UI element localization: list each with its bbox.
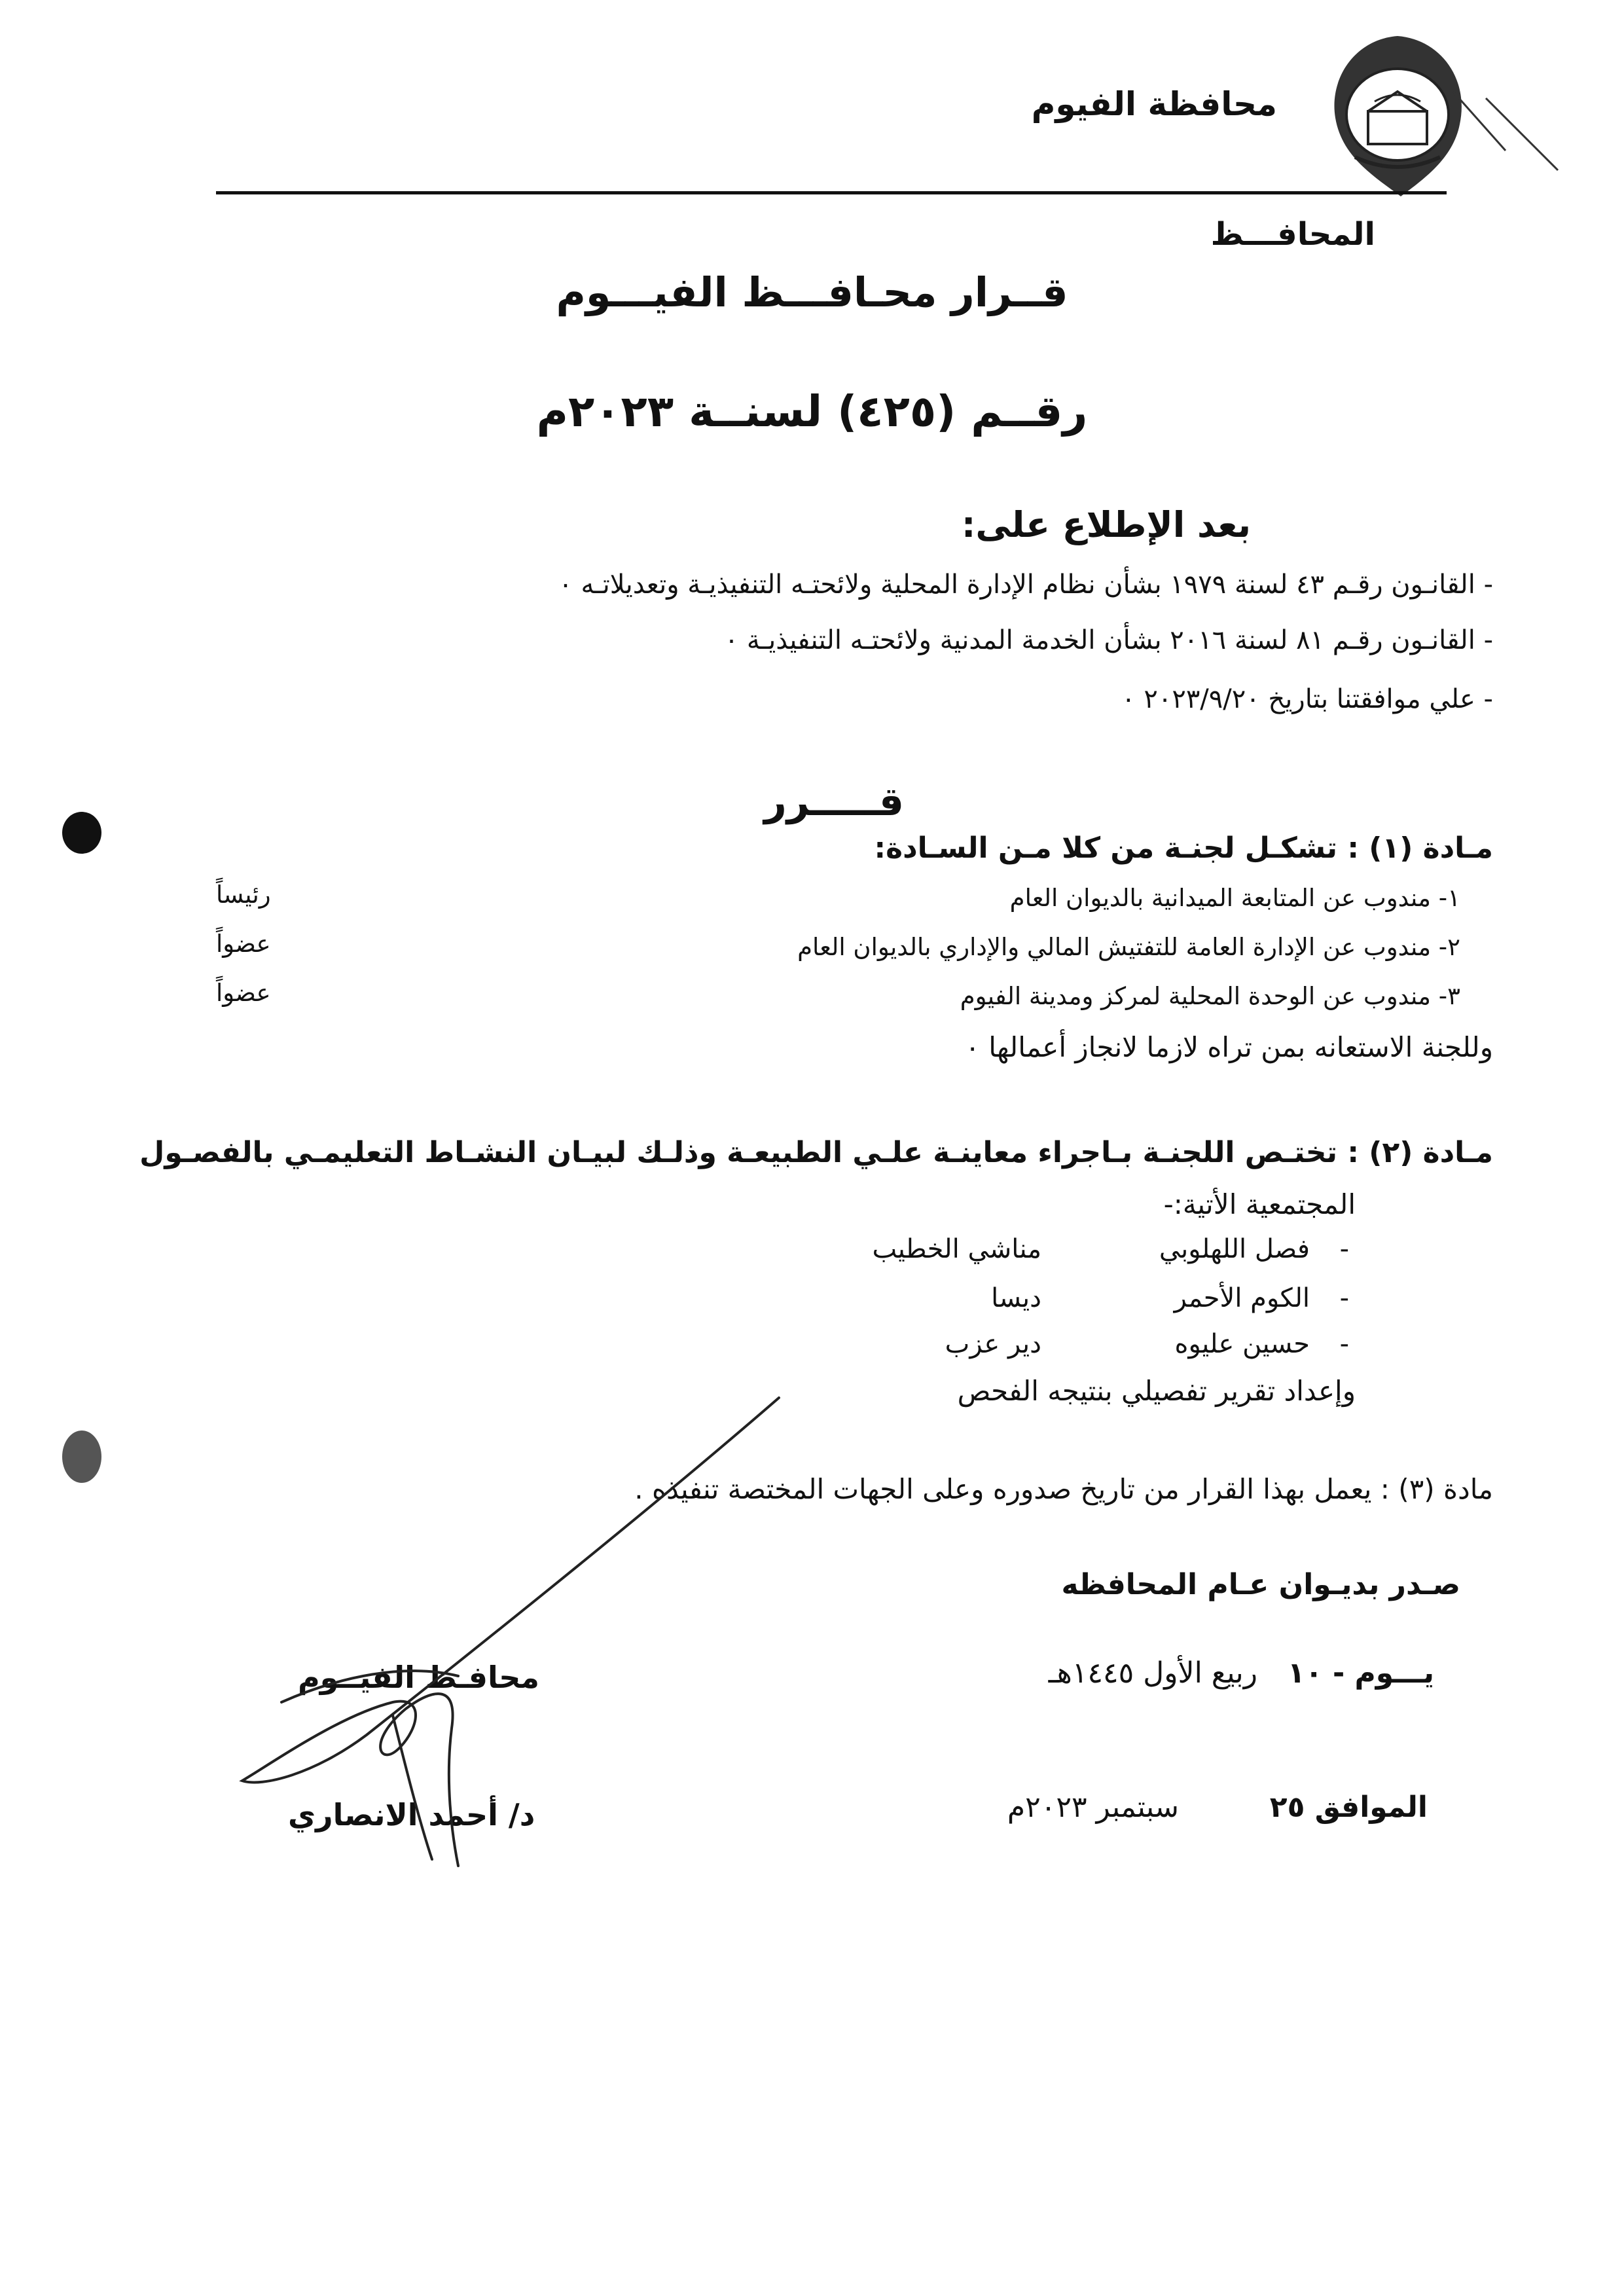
article-1-heading: مـادة (١) : تشكـل لجنـة من كلا مـن السـادة: [874,831,1493,865]
preamble-heading: بعد الإطلاع على: [961,504,1251,545]
preamble-item: - القانـون رقـم ٤٣ لسنة ١٩٧٩ بشأن نظام الإدارة المحلية ولائحتـه التنفيذيـة وتعديلاتـه ٠ [558,570,1493,600]
class-village: مناشي الخطيب [872,1234,1041,1264]
preamble-item: - القانـون رقـم ٨١ لسنة ٢٠١٦ بشأن الخدمة المدنية ولائحتـه التنفيذيـة ٠ [724,625,1493,655]
article-3: مادة (٣) : يعمل بهذا القرار من تاريخ صدوره وعلى الجهات المختصة تنفيذه . [634,1473,1493,1505]
governor-label: المحافـــظ [1210,216,1375,253]
punch-hole [62,1430,101,1483]
article-1-note: وللجنة الاستعانه بمن تراه لازما لانجاز أعمالها ٠ [965,1031,1493,1063]
committee-role: عضواً [216,930,271,958]
class-bullet: - [1339,1329,1349,1359]
class-bullet: - [1339,1234,1349,1264]
class-name: حسين عليوه [1174,1329,1310,1359]
signatory-title: محافـظ الفيــوم [298,1660,539,1695]
resolved-heading: قـــــرر [764,779,904,825]
article-2-closing: وإعداد تقرير تفصيلي بنتيجه الفحص [957,1375,1356,1407]
hijri-date: ربيع الأول ١٤٤٥هـ [1048,1656,1257,1690]
governorate-name: محافظة الفيوم [1031,85,1277,123]
committee-member: ٢- مندوب عن الإدارة العامة للتفتيش المالي والإداري بالديوان العام [797,933,1460,961]
decree-title: قــرار محـافـــظ الفيـــوم [556,268,1068,316]
class-village: دير عزب [945,1329,1041,1359]
committee-member: ١- مندوب عن المتابعة الميدانية بالديوان العام [1009,884,1460,912]
gregorian-date: سبتمبر ٢٠٢٣م [1007,1791,1179,1824]
class-village: ديسا [991,1283,1041,1313]
committee-role: رئيساً [216,881,271,909]
gregorian-day-label: الموافق ٢٥ [1269,1791,1428,1824]
article-2-heading: مـادة (٢) : تختـص اللجنـة بـاجراء معاينـة علـي الطبيعـة وذلـك لبيـان النشـاط التعليمـي بالفصـول [139,1136,1493,1169]
committee-member: ٣- مندوب عن الوحدة المحلية لمركز ومدينة الفيوم [960,982,1460,1010]
issued-at: صـدر بديـوان عـام المحافظه [1061,1568,1460,1601]
decree-number: رقــم (٤٢٥) لسنــة ٢٠٢٣م [536,386,1088,437]
hijri-day-label: يـــوم - ١٠ [1287,1656,1434,1690]
class-bullet: - [1339,1283,1349,1313]
signatory-name: د/ أحمد الانصاري [288,1797,535,1832]
class-name: الكوم الأحمر [1174,1283,1310,1313]
class-name: فصل اللهلوبي [1159,1234,1310,1264]
committee-role: عضواً [216,979,271,1007]
punch-hole [62,812,101,854]
preamble-item: - علي موافقتنا بتاريخ ٢٠٢٣/٩/٢٠ ٠ [1121,684,1493,714]
article-2-continuation: المجتمعية الأتية:- [1163,1188,1356,1220]
